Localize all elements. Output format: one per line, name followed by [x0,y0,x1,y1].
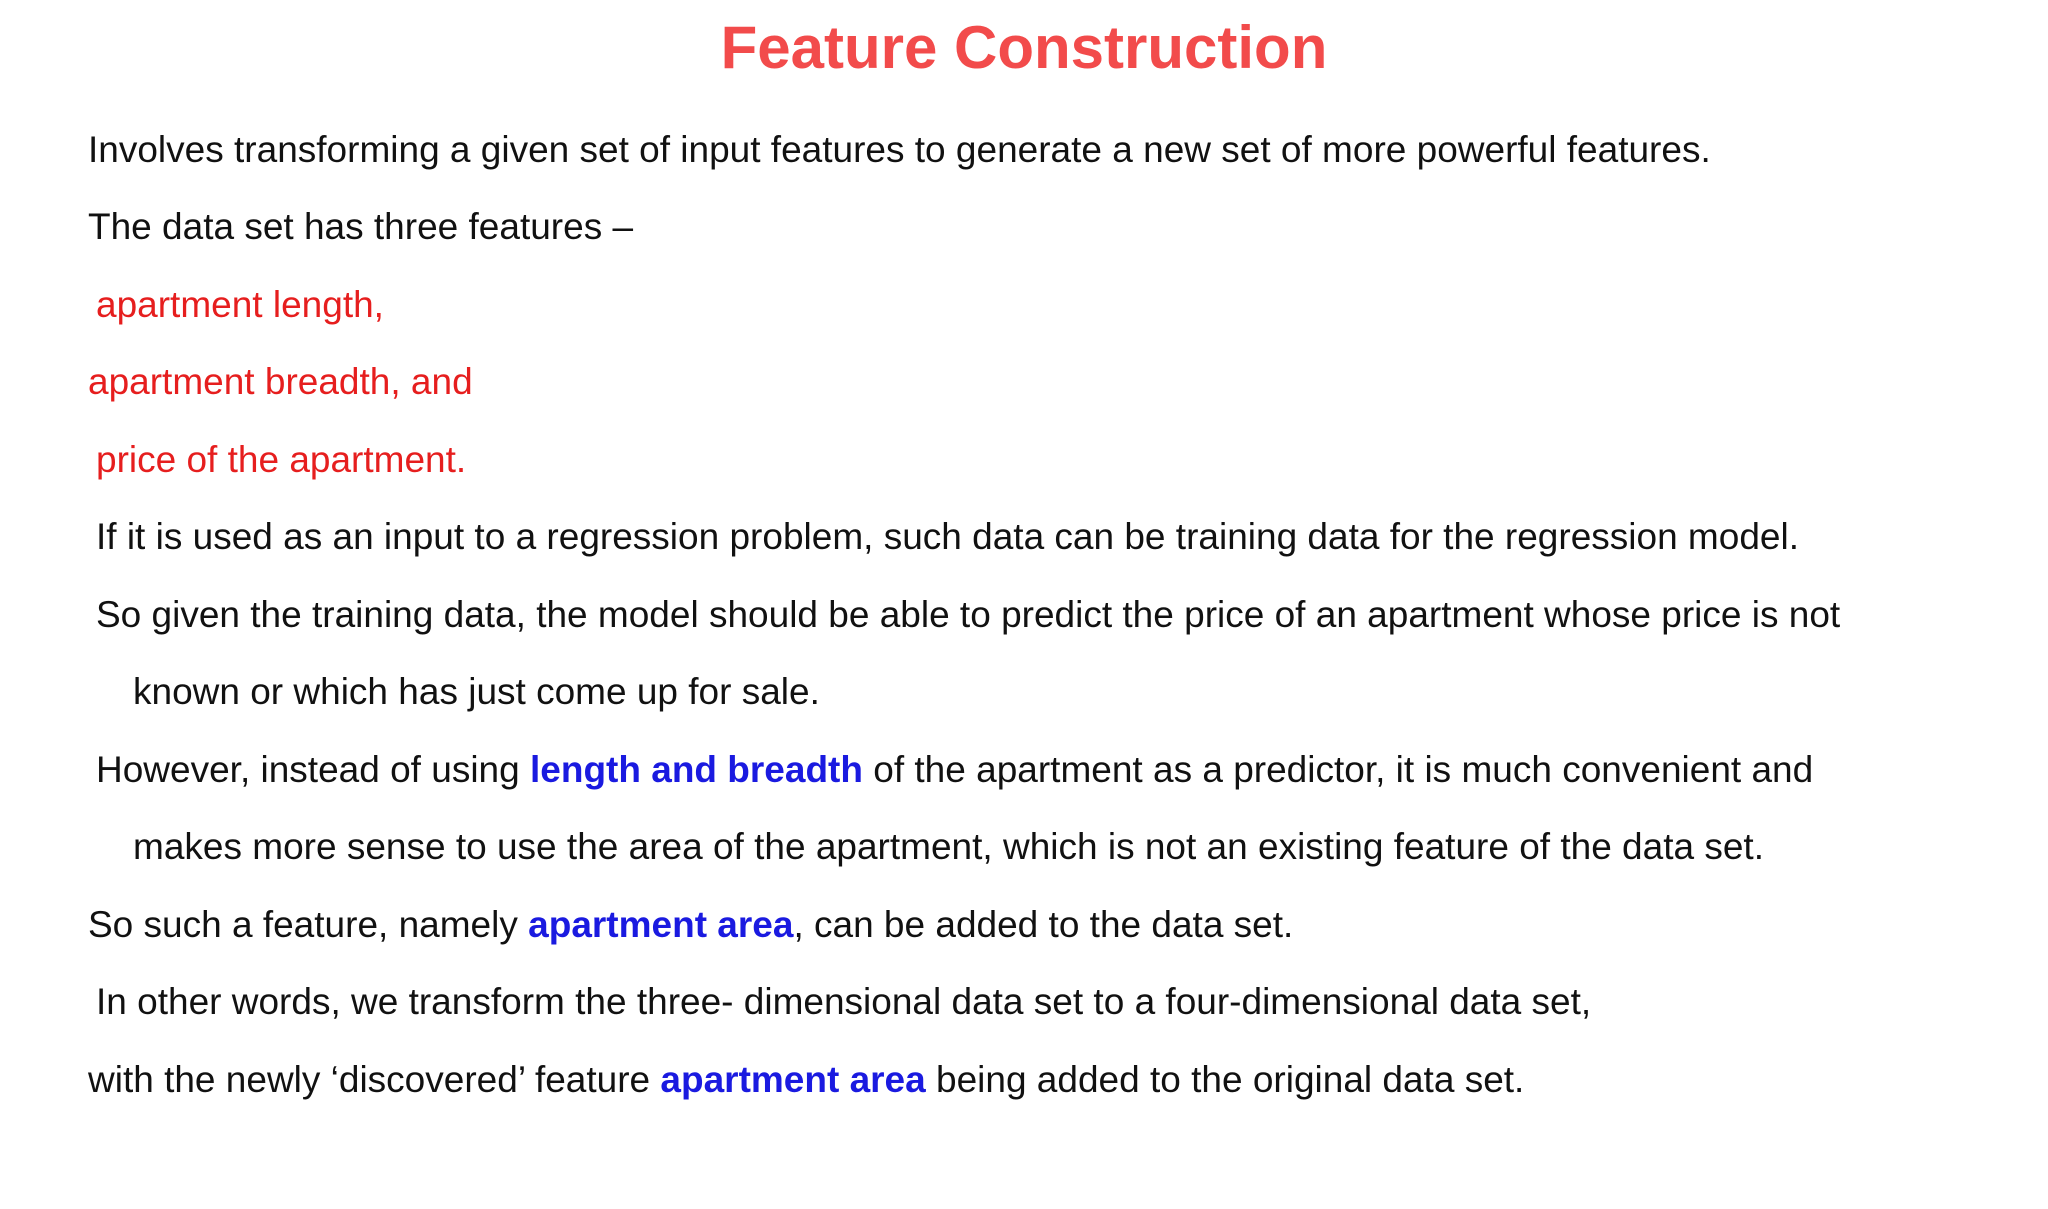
intro-line: Involves transforming a given set of input features to generate a new set of more powerful features. [88,129,1711,170]
predictor-line-continued: makes more sense to use the area of the apartment, which is not an existing feature of the data set. [133,826,1764,867]
predictor-line [96,746,1813,794]
predictor-text-pre: However, instead of using [96,749,530,790]
predictor-text-post: of the apartment as a predictor, it is much convenient and [862,749,1814,790]
highlight-apartment-area: apartment area [528,904,794,945]
area-text-pre: So such a feature, namely [88,904,529,945]
prediction-line: So given the training data, the model should be able to predict the price of an apartment whose price is not [96,594,1841,635]
highlight-length-breadth: length and breadth [529,749,863,790]
highlight-apartment-area-2: apartment area [660,1059,926,1100]
discovered-feature-line [88,1056,1524,1104]
slide-title: Feature Construction [720,14,1328,81]
features-intro-line: The data set has three features – [88,206,634,247]
transform-line: In other words, we transform the three- dimensional data set to a four-dimensional data set, [96,981,1592,1022]
area-feature-line [88,901,1293,949]
feature-item-breadth: apartment breadth, and [88,361,473,402]
discovered-text-post: being added to the original data set. [925,1059,1525,1100]
regression-line: If it is used as an input to a regression problem, such data can be training data for the regression model. [96,516,1799,557]
prediction-line-continued: known or which has just come up for sale. [133,671,820,712]
area-text-post: , can be added to the data set. [793,904,1294,945]
feature-item-length: apartment length, [96,284,384,325]
discovered-text-pre: with the newly ‘discovered’ feature [88,1059,661,1100]
feature-item-price: price of the apartment. [96,439,467,480]
